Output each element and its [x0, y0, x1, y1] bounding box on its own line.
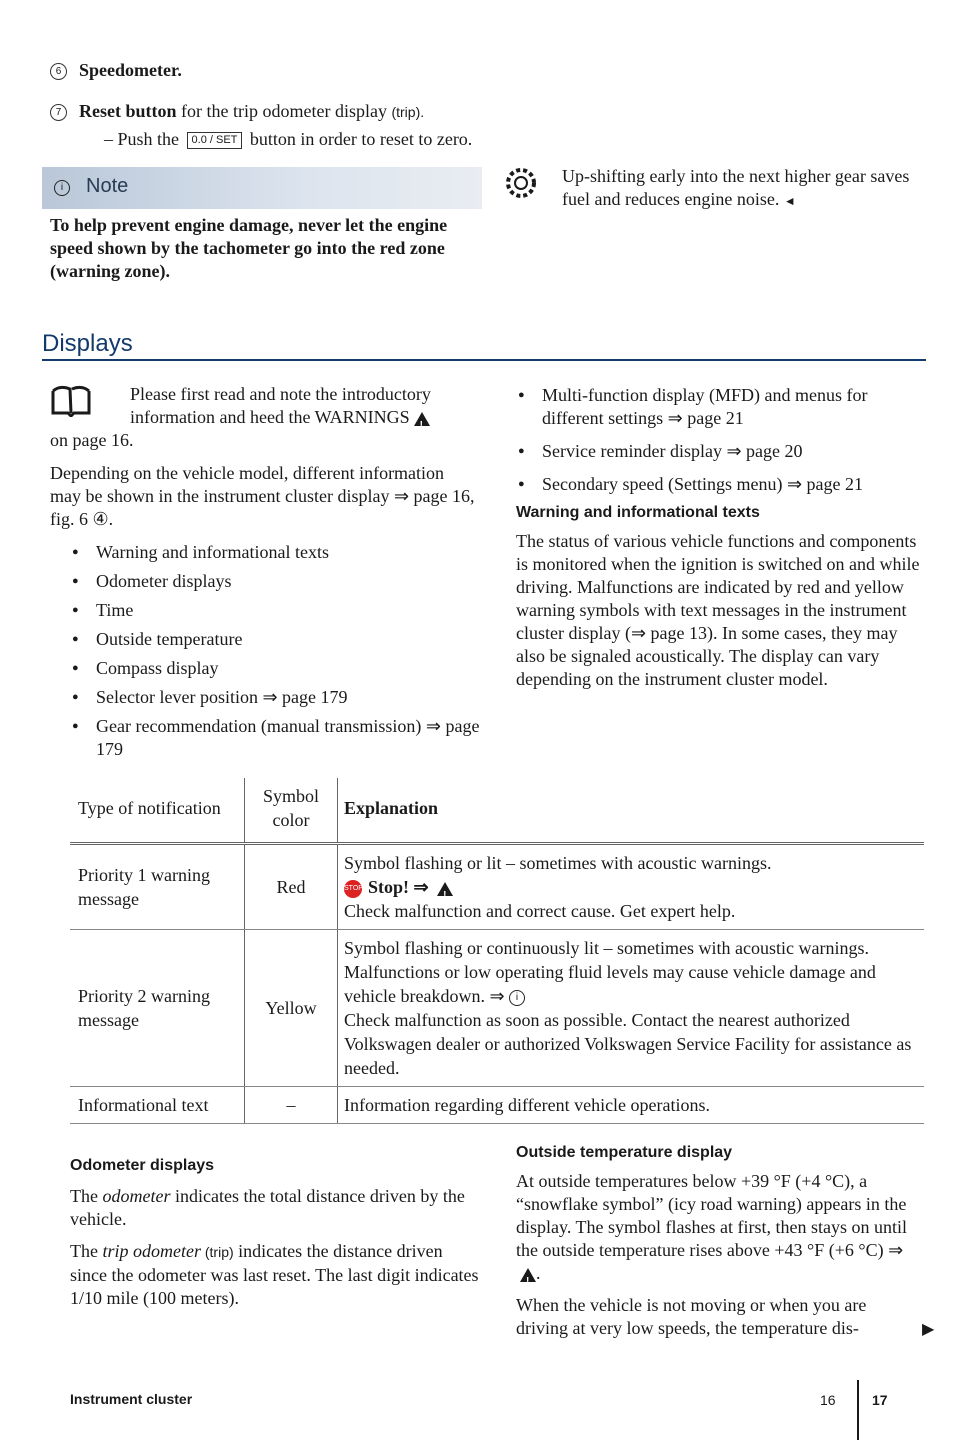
table-row	[70, 844, 924, 930]
list-item: ● Selector lever position ⇒ page 179	[72, 686, 482, 709]
warning-triangle-icon	[520, 1268, 536, 1282]
warning-triangle-icon	[437, 882, 453, 896]
book-icon	[50, 385, 92, 417]
odo-p1-em: odometer	[102, 1186, 171, 1206]
row1-type: Priority 1 warning message	[70, 844, 245, 930]
environment-gear-icon	[502, 164, 540, 202]
displays-intro	[130, 383, 480, 429]
item-speedometer	[50, 59, 182, 82]
list-item: ● Warning and informational texts	[72, 541, 482, 564]
push-prefix: – Push the	[104, 129, 184, 149]
info-icon: i	[509, 990, 525, 1006]
row1-stop	[344, 875, 918, 899]
list-item: ● Secondary speed (Settings menu) ⇒ page 21	[518, 473, 923, 496]
item-number-6: 6	[50, 63, 67, 80]
set-key-icon: 0.0 / SET	[187, 132, 243, 149]
warning-texts-heading: Warning and informational texts	[516, 504, 760, 521]
odo-p2-trip: (trip)	[200, 1244, 234, 1260]
info-icon: i	[54, 180, 70, 196]
row2-color: Yellow	[245, 930, 338, 1087]
odometer-heading: Odometer displays	[70, 1157, 215, 1174]
left-bullet-list	[72, 541, 482, 767]
table-header-row	[70, 778, 924, 844]
fig-ref: ④.	[92, 509, 114, 529]
table-row	[70, 1087, 924, 1124]
row2-explanation	[338, 930, 925, 1087]
outside-p1-text: At outside temperatures below +39 °F (+4 °C), a “snowflake symbol” (icy road warning) appears in the display. The symbol flashes at first, then stays on until the outside temperature rises above +43 °F (+6 °C) ⇒	[516, 1171, 907, 1260]
row2-line1: Symbol flashing or continuously lit – sometimes with acoustic warnings.	[344, 938, 869, 958]
row2-line2-wrap	[344, 960, 918, 1008]
displays-para-text: Depending on the vehicle model, different information may be shown in the instrument cluster display ⇒ page 16, fig. 6	[50, 463, 475, 529]
header-type: Type of notification	[70, 778, 245, 844]
item-reset-button	[50, 100, 424, 124]
trip-label: (trip).	[391, 104, 425, 120]
push-instruction	[104, 128, 472, 151]
odo-p2-a: The	[70, 1241, 103, 1261]
continue-arrow-icon: ▶	[922, 1321, 935, 1338]
header-explanation: Explanation	[338, 778, 925, 844]
end-arrow-icon: ◄	[783, 194, 796, 208]
odo-p2-b: indicates the distance driven since the odometer was last reset. The last digit indicates 1/10 mile (100 meters).	[70, 1241, 479, 1308]
footer-section-title: Instrument cluster	[70, 1391, 193, 1407]
row2-type: Priority 2 warning message	[70, 930, 245, 1087]
tip-text	[562, 165, 912, 213]
heading-rule	[42, 359, 926, 361]
odometer-p2	[70, 1240, 480, 1310]
row1-line3: Check malfunction and correct cause. Get expert help.	[344, 901, 736, 921]
item-number-7: 7	[50, 104, 67, 121]
warning-texts-body: The status of various vehicle functions and components is monitored when the ignition is switched on and while driving. Malfunctions are indicated by red and yellow warning symbols with text messages in the instrument cluster display (⇒ page 13). In some cases, they may also be signaled acoustically. The display can vary depending on the instrument cluster model.	[516, 531, 920, 689]
list-item: ● Odometer displays	[72, 570, 482, 593]
stop-icon: STOP	[344, 880, 362, 898]
intro-text: Please first read and note the introductory information and heed the WARNINGS	[130, 384, 431, 427]
outside-temp-p2: When the vehicle is not moving or when you are driving at very low speeds, the temperature dis-	[516, 1295, 867, 1338]
list-item: ● Time	[72, 599, 482, 622]
row3-type: Informational text	[70, 1087, 245, 1124]
note-header	[42, 167, 482, 209]
intro-page-ref: on page 16.	[50, 430, 134, 450]
list-item: ● Multi-function display (MFD) and menus for different settings ⇒ page 21	[518, 384, 923, 430]
push-suffix: button in order to reset to zero.	[245, 129, 473, 149]
list-item: ● Compass display	[72, 657, 482, 680]
right-bullet-list	[518, 384, 923, 502]
note-text: To help prevent engine damage, never let the engine speed shown by the tachometer go into the red zone (warning zone).	[50, 215, 448, 281]
page-number-left: 16	[820, 1392, 836, 1408]
row3-color: –	[245, 1087, 338, 1124]
reset-description: for the trip odometer display	[176, 101, 392, 121]
note-title: Note	[86, 175, 129, 197]
row1-explanation	[338, 844, 925, 930]
tip-body: Up-shifting early into the next higher gear saves fuel and reduces engine noise.	[562, 166, 910, 209]
speedometer-label: Speedometer.	[79, 60, 182, 80]
odo-p1-a: The	[70, 1186, 103, 1206]
page-divider	[857, 1380, 859, 1440]
reset-button-label: Reset button	[79, 101, 177, 121]
outside-temp-p1: At outside temperatures below +39 °F (+4 °C), a “snowflake symbol” (icy road warning) appears in the display. The symbol flashes at first, then stays on until the outside temperature rises above +43 °F (+6 °C) ⇒ !.	[516, 1170, 926, 1285]
displays-paragraph	[50, 462, 475, 531]
header-color: Symbol color	[245, 778, 338, 844]
page-number-right: 17	[872, 1392, 888, 1408]
warning-triangle-icon	[414, 412, 430, 426]
table-row	[70, 930, 924, 1087]
section-heading-displays: Displays	[42, 330, 133, 357]
row2-line3: Check malfunction as soon as possible. Contact the nearest authorized Volkswagen dealer or authorized Volkswagen Service Facility for assistance as needed.	[344, 1010, 912, 1078]
row1-color: Red	[245, 844, 338, 930]
notification-table	[70, 778, 924, 1124]
row1-line1: Symbol flashing or lit – sometimes with acoustic warnings.	[344, 853, 772, 873]
row3-explanation: Information regarding different vehicle operations.	[338, 1087, 925, 1124]
odo-p2-em: trip odometer	[102, 1241, 201, 1261]
list-item: ● Outside temperature	[72, 628, 482, 651]
odometer-p1	[70, 1185, 470, 1231]
row2-line2: Malfunctions or low operating fluid levels may cause vehicle damage and vehicle breakdown. ⇒	[344, 962, 876, 1006]
odo-p1-b: indicates the total distance driven by the vehicle.	[70, 1186, 465, 1229]
stop-text: Stop! ⇒	[368, 877, 429, 897]
outside-temp-heading: Outside temperature display	[516, 1144, 733, 1161]
list-item: ● Gear recommendation (manual transmission) ⇒ page 179	[72, 715, 482, 761]
list-item: ● Service reminder display ⇒ page 20	[518, 440, 923, 463]
